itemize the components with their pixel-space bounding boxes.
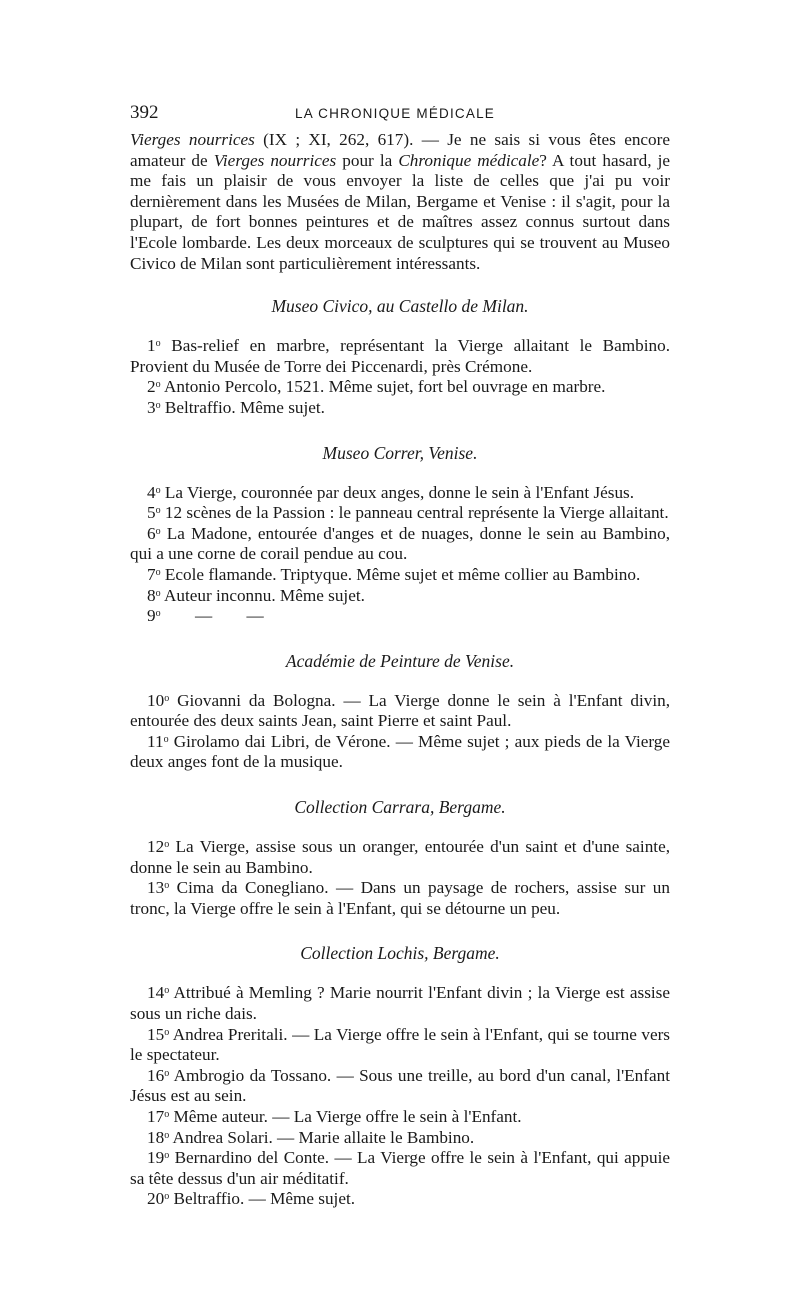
item-number: 12 (147, 837, 165, 857)
item-text: — — (160, 606, 264, 626)
item-number: 13 (147, 878, 165, 898)
item-ordinal-mark: o (155, 608, 161, 620)
item-ordinal-mark: o (155, 525, 161, 537)
item-text: Ecole flamande. Triptyque. Même sujet et même collier au Bambino. (160, 564, 641, 584)
list-item (130, 524, 670, 565)
intro-title: Vierges nourrices (130, 130, 255, 149)
list-item (130, 336, 670, 377)
list-item (130, 1107, 670, 1128)
item-ordinal-mark: o (155, 379, 161, 391)
item-number: 18 (147, 1127, 165, 1147)
list-item (130, 606, 670, 627)
item-number: 11 (147, 731, 164, 751)
item-ordinal-mark: o (155, 484, 161, 496)
item-ordinal-mark: o (164, 692, 170, 704)
item-number: 6 (147, 523, 156, 543)
item-ordinal-mark: o (155, 587, 161, 599)
sections-container (130, 296, 670, 1210)
item-number: 3 (147, 397, 156, 417)
item-number: 7 (147, 564, 156, 584)
page-header (130, 102, 670, 126)
item-text: Andrea Preritali. — La Vierge offre le sein à l'Enfant, qui se tourne vers le spectateur. (130, 1024, 670, 1065)
item-text: Même auteur. — La Vierge offre le sein à l'Enfant. (169, 1107, 522, 1126)
item-text: 12 scènes de la Passion : le panneau central représente la Vierge allaitant. (160, 503, 669, 523)
list-item (130, 878, 670, 919)
section-title: Collection Lochis, Bergame. (300, 943, 500, 964)
item-number: 14 (147, 983, 165, 1003)
intro-ref: (IX ; XI, 262, 617). — Je ne sais si vous êtes encore amateur de (130, 130, 670, 170)
list-item (130, 565, 670, 586)
item-text: Beltraffio. Même sujet. (160, 397, 325, 417)
item-ordinal-mark: o (163, 733, 169, 745)
item-ordinal-mark: o (164, 985, 170, 997)
item-number: 9 (147, 606, 156, 626)
running-title: LA CHRONIQUE MÉDICALE (295, 106, 495, 121)
item-ordinal-mark: o (164, 1026, 170, 1038)
intro-paragraph (130, 130, 670, 274)
item-text: Attribué à Memling ? Marie nourrit l'Enfant divin ; la Vierge est assise sous un riche dais. (130, 983, 670, 1024)
item-ordinal-mark: o (155, 399, 161, 411)
item-ordinal-mark: o (155, 566, 161, 578)
item-text: Ambrogio da Tossano. — Sous une treille, au bord d'un canal, l'Enfant Jésus est au sein. (130, 1065, 670, 1106)
item-ordinal-mark: o (164, 1067, 170, 1079)
list-item (130, 1148, 670, 1189)
list-item (130, 983, 670, 1024)
list-item (130, 503, 670, 524)
item-number: 16 (147, 1065, 165, 1085)
item-number: 17 (147, 1107, 165, 1126)
item-ordinal-mark: o (164, 880, 170, 892)
section-title: Museo Correr, Venise. (322, 442, 478, 463)
section-title: Museo Civico, au Castello de Milan. (271, 296, 529, 317)
intro-text-3: ? A tout hasard, je me fais un plaisir de vous envoyer la liste de celles que j'ai pu voir dernièrement dans les Musées de Milan, Bergame et Venise : il s'agit, pour la plupart, de fort bonnes peintures et de maîtres assez connus surtout dans l'Ecole lombarde. Les deux morceaux de sculptures qui se trouvent au Museo Civico de Milan sont particulièrement intéressants. (130, 150, 670, 273)
item-number: 5 (147, 503, 156, 523)
item-text: Bas-relief en marbre, représentant la Vierge allaitant le Bambino. Provient du Musée de Torre dei Piccenardi, près Crémone. (130, 336, 670, 376)
list-item (130, 398, 670, 419)
list-item (130, 377, 670, 398)
item-text: Bernardino del Conte. — La Vierge offre le sein à l'Enfant, qui appuie sa tête dessus d'un air méditatif. (130, 1148, 670, 1188)
item-text: Beltraffio. — Même sujet. (169, 1189, 356, 1209)
list-item (130, 837, 670, 878)
item-ordinal-mark: o (164, 1150, 170, 1162)
list-item (130, 1128, 670, 1149)
item-number: 2 (147, 377, 156, 397)
item-number: 19 (147, 1148, 165, 1168)
item-number: 8 (147, 585, 156, 605)
page-number: 392 (130, 102, 159, 123)
section-title: Académie de Peinture de Venise. (285, 650, 515, 671)
item-number: 20 (147, 1189, 165, 1209)
item-text: Andrea Solari. — Marie allaite le Bambino. (169, 1127, 475, 1147)
intro-italic-3: Chronique médicale (398, 150, 540, 170)
item-number: 10 (147, 690, 165, 710)
list-item (130, 483, 670, 504)
list-item (130, 691, 670, 732)
item-number: 4 (147, 482, 156, 502)
list-item (130, 1066, 670, 1107)
item-text: La Vierge, assise sous un oranger, entourée d'un saint et d'une sainte, donne le sein au Bambino. (130, 837, 670, 877)
item-ordinal-mark: o (164, 1109, 170, 1120)
item-text: Giovanni da Bologna. — La Vierge donne le sein à l'Enfant divin, entourée des deux saints Jean, saint Pierre et saint Paul. (130, 690, 670, 731)
item-ordinal-mark: o (155, 505, 161, 517)
item-text: La Vierge, couronnée par deux anges, donne le sein à l'Enfant Jésus. (160, 482, 635, 502)
item-ordinal-mark: o (155, 338, 161, 350)
item-ordinal-mark: o (164, 839, 170, 851)
intro-text-2: pour la (336, 150, 399, 170)
item-text: Cima da Conegliano. — Dans un paysage de rochers, assise sur un tronc, la Vierge offre le sein à l'Enfant, qui se détourne un peu. (130, 878, 670, 918)
list-item (130, 1025, 670, 1066)
list-item (130, 586, 670, 607)
item-text: Antonio Percolo, 1521. Même sujet, fort bel ouvrage en marbre. (160, 377, 606, 397)
item-ordinal-mark: o (164, 1191, 170, 1203)
intro-italic-2: Vierges nourrices (213, 150, 337, 170)
item-text: Auteur inconnu. Même sujet. (160, 585, 365, 605)
item-text: Girolamo dai Libri, de Vérone. — Même sujet ; aux pieds de la Vierge deux anges font de la musique. (130, 731, 670, 772)
list-item (130, 732, 670, 773)
item-text: La Madone, entourée d'anges et de nuages, donne le sein au Bambino, qui a une corne de corail pendue au cou. (130, 523, 670, 564)
section-title: Collection Carrara, Bergame. (294, 797, 506, 818)
list-item (130, 1189, 670, 1210)
page-body (130, 130, 670, 1210)
item-ordinal-mark: o (164, 1129, 170, 1141)
item-number: 15 (147, 1024, 165, 1044)
item-number: 1 (147, 336, 156, 356)
